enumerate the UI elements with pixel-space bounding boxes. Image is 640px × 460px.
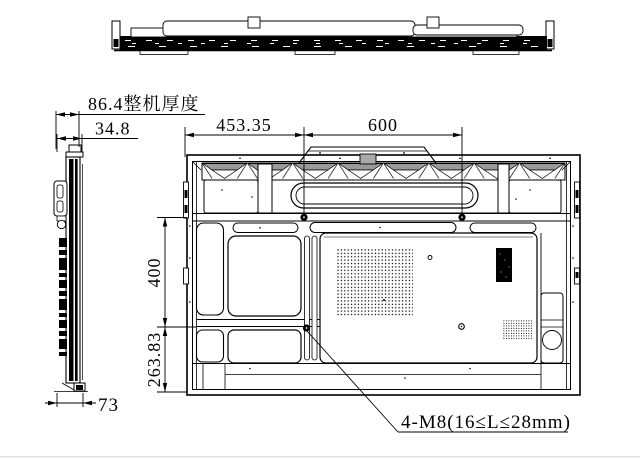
top-view-chassis — [120, 36, 547, 50]
label-vesa-bottom-offset: 263.83 — [144, 331, 164, 388]
label-vesa-left-offset: 453.35 — [216, 115, 272, 135]
rear-view — [184, 147, 581, 395]
dim-overall-thickness — [56, 94, 205, 149]
rear-left-strip-panel — [197, 223, 224, 315]
vent-perforation — [337, 249, 413, 316]
side-connector-block — [54, 181, 67, 216]
power-socket — [543, 331, 562, 350]
rear-left-panel-lower — [228, 330, 301, 363]
label-front-depth: 34.8 — [95, 118, 131, 139]
side-knob — [57, 220, 65, 228]
dim-vesa-height — [144, 218, 196, 393]
speaker-perforation — [503, 320, 532, 340]
label-vesa-height: 400 — [144, 257, 164, 288]
power-compartment — [541, 293, 563, 363]
side-view — [54, 145, 88, 392]
top-view-bump-left — [248, 17, 260, 28]
label-base-depth: 73 — [98, 395, 119, 416]
top-view-foot — [295, 51, 335, 55]
top-view-foot — [473, 51, 519, 55]
top-vent-band — [202, 163, 565, 180]
rear-left-panel-upper — [228, 236, 301, 316]
label-screw-note: 4-M8(16≤L≤28mm) — [401, 412, 571, 433]
dim-base-depth — [45, 393, 119, 416]
page-edge — [0, 456, 640, 458]
top-view-bump-right — [427, 17, 439, 28]
label-vesa-width: 600 — [368, 115, 398, 135]
top-view — [112, 17, 554, 54]
top-view-foot — [140, 51, 188, 55]
bump-notch — [360, 154, 376, 164]
io-vent-black — [496, 248, 512, 282]
label-overall-thickness: 86.4整机厚度 — [88, 94, 200, 114]
